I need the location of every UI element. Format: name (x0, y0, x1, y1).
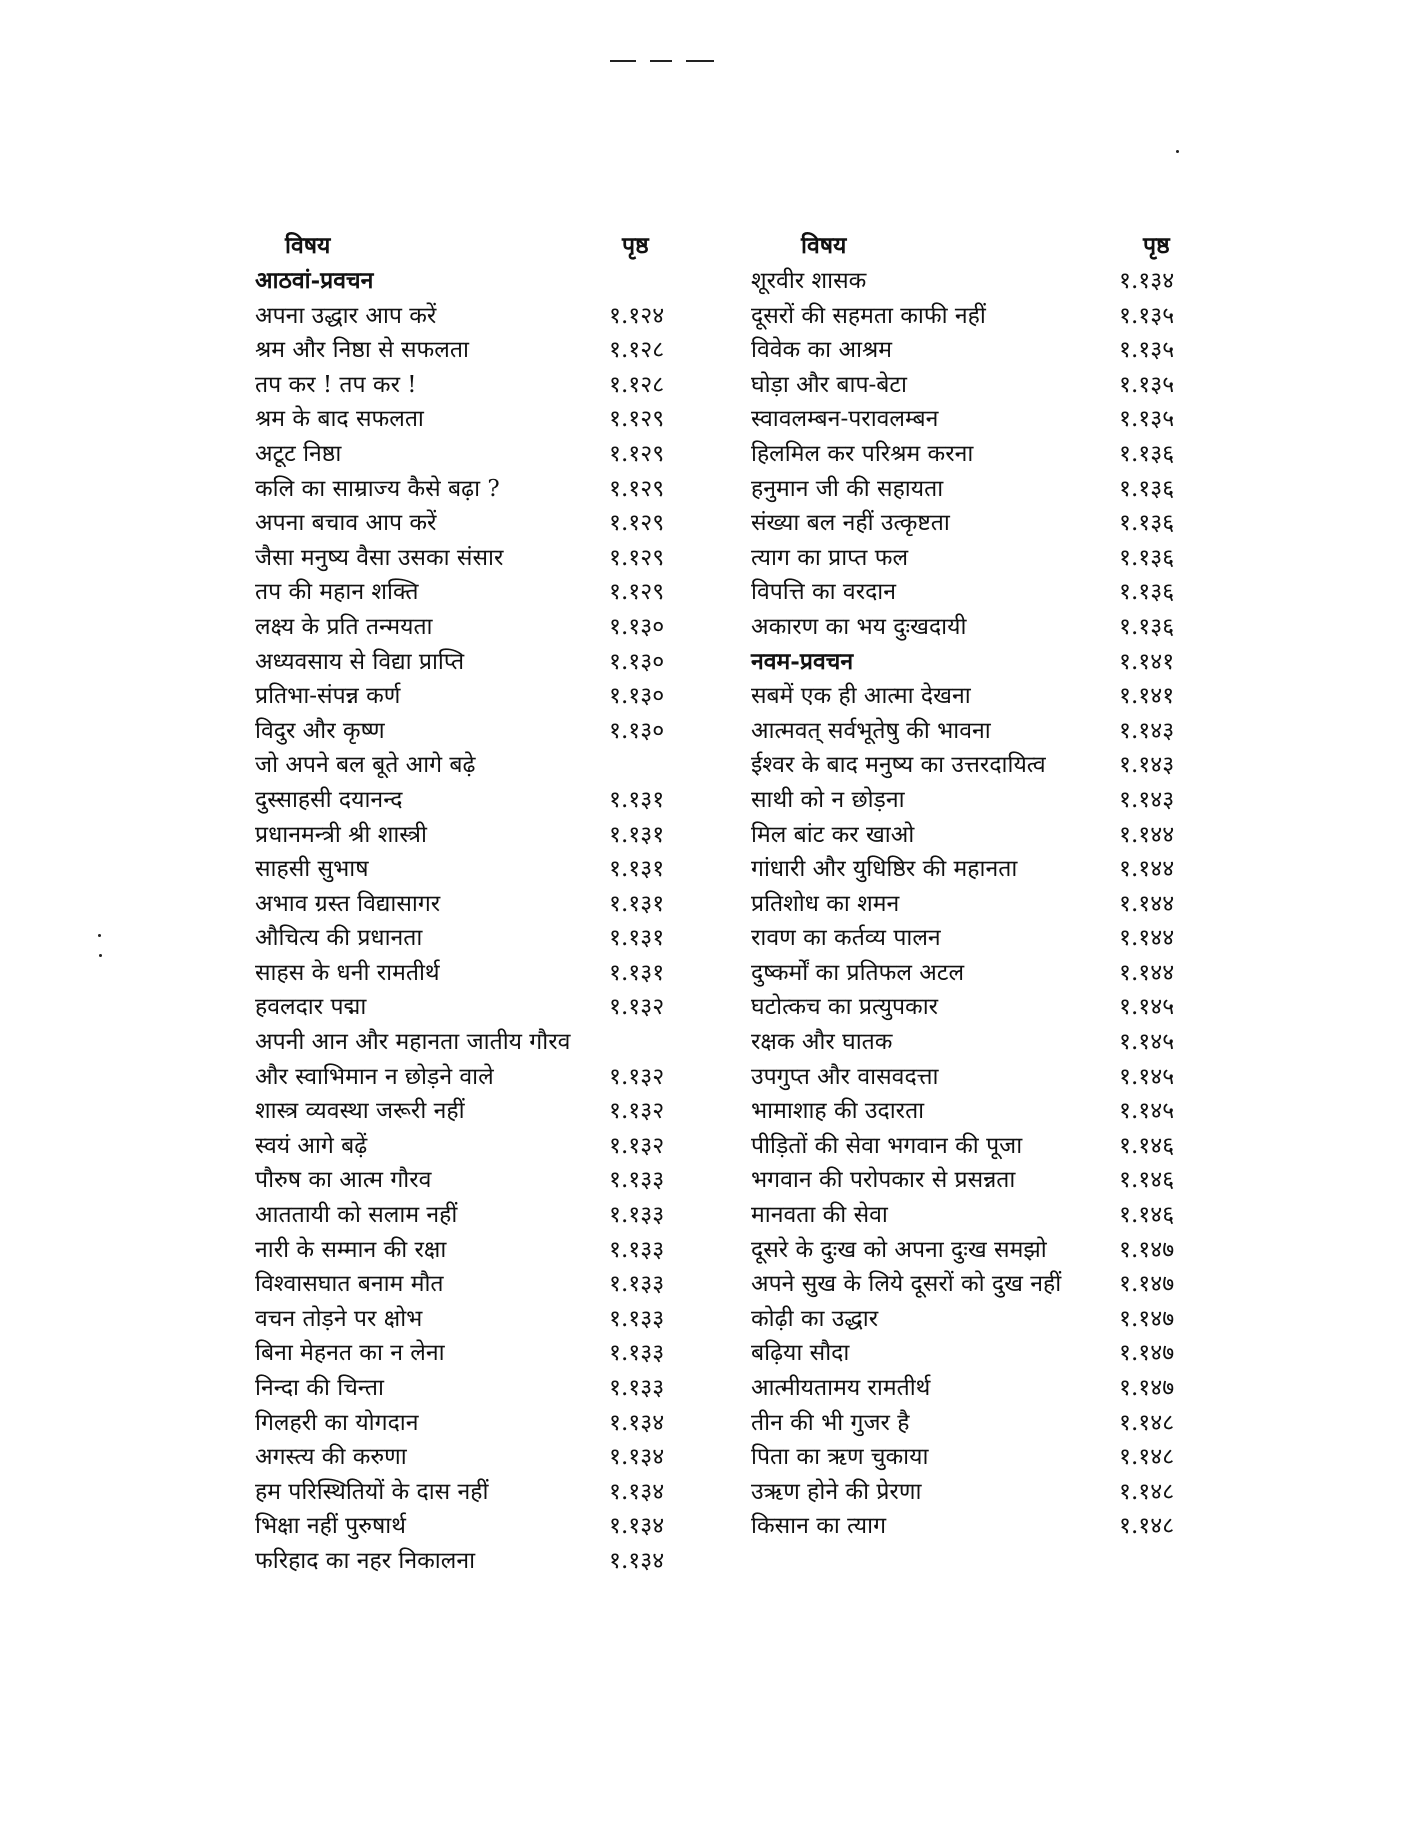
toc-entry (751, 990, 1197, 1025)
toc-entry-title: मानवता की सेवा (751, 1202, 888, 1229)
toc-entry-page: १.१२८ (609, 371, 665, 398)
toc-entry-title: भामाशाह की उदारता (751, 1098, 925, 1125)
toc-entry (751, 333, 1197, 368)
toc-entry-page: १.१३२ (609, 1063, 665, 1090)
toc-entry-page: १.१३३ (609, 1271, 665, 1298)
toc-entry (751, 1267, 1197, 1302)
subject-header: विषय (285, 232, 331, 259)
toc-entry-title: वचन तोड़ने पर क्षोभ (255, 1305, 423, 1332)
toc-entry-title: तप की महान शक्ति (255, 579, 419, 606)
toc-entry-page: १.१३३ (609, 1236, 665, 1263)
toc-entry-title: उऋण होने की प्रेरणा (751, 1478, 922, 1505)
toc-section-heading (255, 264, 675, 299)
toc-entry (255, 852, 675, 887)
toc-entry-page: १.१४८ (1119, 1444, 1175, 1471)
toc-entry (255, 402, 675, 437)
toc-entry (751, 783, 1197, 818)
toc-entry-title: तप कर ! तप कर ! (255, 371, 417, 398)
toc-entry-title: दूसरे के दुःख को अपना दुःख समझो (751, 1236, 1047, 1263)
toc-entry-title: दूसरों की सहमता काफी नहीं (751, 302, 986, 329)
toc-entry-page: १.१४४ (1119, 890, 1175, 917)
toc-entry-page: १.१४४ (1119, 856, 1175, 883)
toc-entry-title: अपनी आन और महानता जातीय गौरव (255, 1029, 571, 1056)
toc-entry-page: १.१३० (609, 717, 665, 744)
toc-entry-title: रक्षक और घातक (751, 1029, 893, 1056)
toc-entry (255, 956, 675, 991)
toc-entry (751, 506, 1197, 541)
toc-entry-page: १.१४३ (1119, 717, 1175, 744)
toc-entry-title: ईश्वर के बाद मनुष्य का उत्तरदायित्व (751, 752, 1046, 779)
toc-entry-page: १.१४६ (1119, 1132, 1175, 1159)
toc-entry-title: पीड़ितों की सेवा भगवान की पूजा (751, 1132, 1023, 1159)
scan-speck (1176, 150, 1179, 153)
toc-entry-title: स्वयं आगे बढ़ें (255, 1132, 368, 1159)
toc-entry-title: प्रतिभा-संपन्न कर्ण (255, 683, 401, 710)
toc-entry-page: १.१३४ (609, 1513, 665, 1540)
toc-entry (751, 921, 1197, 956)
toc-entry-title: साथी को न छोड़ना (751, 786, 905, 813)
toc-entry-page: १.१४५ (1119, 1029, 1175, 1056)
toc-entry (751, 1233, 1197, 1268)
toc-entry-page: १.१२९ (609, 475, 665, 502)
toc-entry (751, 1302, 1197, 1337)
toc-entry (751, 956, 1197, 991)
toc-entry (751, 610, 1197, 645)
toc-entry-page: १.१३६ (1119, 440, 1175, 467)
toc-entry-title: विदुर और कृष्ण (255, 717, 385, 744)
toc-entry-title: तीन की भी गुजर है (751, 1409, 910, 1436)
toc-entry-page: १.१४७ (1119, 1340, 1175, 1367)
toc-entry-title: घोड़ा और बाप-बेटा (751, 371, 907, 398)
toc-entry-page: १.१४५ (1119, 994, 1175, 1021)
toc-entry-title: अकारण का भय दुःखदायी (751, 613, 967, 640)
toc-entry-title: निन्दा की चिन्ता (255, 1375, 384, 1401)
toc-entry-page: १.१३३ (609, 1305, 665, 1332)
toc-entry-page: १.१३३ (609, 1340, 665, 1367)
toc-entry (751, 299, 1197, 334)
subject-header: विषय (801, 232, 847, 259)
toc-entry (255, 1406, 675, 1441)
toc-entry (255, 783, 675, 818)
toc-entry-title: भगवान की परोपकार से प्रसन्नता (751, 1167, 1016, 1194)
toc-entry-title: दुस्साहसी दयानन्द (255, 786, 403, 813)
toc-entry (255, 437, 675, 472)
toc-entry-page: १.१२९ (609, 440, 665, 467)
toc-entry (751, 1475, 1197, 1510)
toc-entry-page: १.१३४ (609, 1409, 665, 1436)
toc-entry-page: १.१३२ (609, 1132, 665, 1159)
toc-entry-title: मिल बांट कर खाओ (751, 821, 915, 848)
toc-entry-page: १.१३६ (1119, 579, 1175, 606)
toc-entry (255, 1233, 675, 1268)
toc-entry-title: हवलदार पद्मा (255, 994, 367, 1021)
toc-entry (255, 1475, 675, 1510)
toc-entry (255, 1025, 675, 1060)
toc-entry-page: १.१२८ (609, 337, 665, 364)
toc-entry-page: १.१३४ (609, 1444, 665, 1471)
toc-entry (751, 818, 1197, 853)
scan-speck (99, 954, 102, 957)
toc-entry-title: जैसा मनुष्य वैसा उसका संसार (255, 544, 504, 571)
toc-entry (255, 1094, 675, 1129)
toc-entry-page: १.१४८ (1119, 1409, 1175, 1436)
toc-entry (751, 1025, 1197, 1060)
page-header: पृष्ठ (622, 232, 649, 259)
toc-entry-title: सबमें एक ही आत्मा देखना (751, 683, 971, 710)
toc-entry-page: १.१४३ (1119, 786, 1175, 813)
toc-entry-title: औचित्य की प्रधानता (255, 925, 423, 952)
toc-entry-page: १.१३३ (609, 1375, 665, 1401)
toc-entry-page: १.१२४ (609, 302, 665, 329)
toc-entry (255, 1371, 675, 1406)
toc-entry-title: पिता का ऋण चुकाया (751, 1444, 929, 1471)
toc-entry-title: शास्त्र व्यवस्था जरूरी नहीं (255, 1098, 465, 1125)
toc-entry-page: १.१४७ (1119, 1375, 1175, 1401)
toc-entry-page: १.१३० (609, 613, 665, 640)
toc-entry-page: १.१३६ (1119, 475, 1175, 502)
toc-entry-title: आठवां-प्रवचन (255, 267, 374, 294)
toc-entry (255, 990, 675, 1025)
toc-entry (751, 887, 1197, 922)
toc-entry-title: शूरवीर शासक (751, 268, 867, 294)
toc-entry (751, 714, 1197, 749)
toc-entry (255, 1336, 675, 1371)
toc-entry (751, 541, 1197, 576)
toc-entry (255, 645, 675, 680)
toc-entry-page: १.१४७ (1119, 1236, 1175, 1263)
toc-entry-page: १.१३६ (1119, 544, 1175, 571)
toc-entry-page: १.१४६ (1119, 1202, 1175, 1229)
toc-entry-title: विश्वासघात बनाम मौत (255, 1271, 444, 1298)
toc-entry-title: दुष्कर्मों का प्रतिफल अटल (751, 959, 965, 986)
page-header: पृष्ठ (1143, 232, 1170, 259)
toc-entry-title: आत्मवत् सर्वभूतेषु की भावना (751, 717, 991, 744)
toc-entry (255, 610, 675, 645)
toc-entry-page: १.१४१ (1119, 648, 1175, 675)
toc-entry (255, 1440, 675, 1475)
toc-entry (255, 679, 675, 714)
toc-entry (255, 299, 675, 334)
toc-entry-title: हिलमिल कर परिश्रम करना (751, 440, 974, 467)
toc-entry (255, 714, 675, 749)
toc-entry (751, 1406, 1197, 1441)
toc-entry (751, 852, 1197, 887)
toc-entry (255, 541, 675, 576)
toc-entry-page: १.१३१ (609, 821, 665, 848)
toc-entry-title: आततायी को सलाम नहीं (255, 1202, 458, 1229)
scan-artifact (610, 60, 750, 63)
toc-entry (255, 1129, 675, 1164)
toc-entry-title: अपना उद्धार आप करें (255, 302, 437, 329)
toc-entry-title: गांधारी और युधिष्ठिर की महानता (751, 856, 1018, 883)
toc-entry (255, 472, 675, 507)
toc-entry (255, 921, 675, 956)
toc-entry-title: भिक्षा नहीं पुरुषार्थ (255, 1513, 406, 1540)
toc-entry-page: १.१३५ (1119, 406, 1175, 433)
toc-entry-page: १.१४५ (1119, 1063, 1175, 1090)
toc-entry (751, 1371, 1197, 1406)
toc-entry-title: साहस के धनी रामतीर्थ (255, 959, 440, 986)
toc-entry (751, 1336, 1197, 1371)
toc-entry-title: विपत्ति का वरदान (751, 579, 897, 606)
toc-entry (751, 679, 1197, 714)
toc-entry-page: १.१३४ (609, 1547, 665, 1574)
toc-entry-page: १.१४७ (1119, 1305, 1175, 1332)
toc-entry-title: कलि का साम्राज्य कैसे बढ़ा ? (255, 475, 500, 502)
toc-entry-title: लक्ष्य के प्रति तन्मयता (255, 613, 433, 640)
toc-entry-page: १.१४५ (1119, 1098, 1175, 1125)
toc-entry-title: अपना बचाव आप करें (255, 510, 437, 537)
toc-entry (255, 887, 675, 922)
toc-entry-title: विवेक का आश्रम (751, 337, 892, 364)
toc-entry (751, 1094, 1197, 1129)
toc-right-list (751, 264, 1197, 1544)
toc-entry-page: १.१४३ (1119, 752, 1175, 779)
toc-entry (751, 748, 1197, 783)
toc-entry (255, 1302, 675, 1337)
toc-entry (255, 575, 675, 610)
toc-entry-page: १.१३१ (609, 786, 665, 813)
toc-entry-page: १.१३२ (609, 1098, 665, 1125)
toc-entry-page: १.१२९ (609, 510, 665, 537)
toc-entry-page: १.१२९ (609, 544, 665, 571)
toc-entry-title: अटूट निष्ठा (255, 440, 342, 467)
toc-entry (751, 1440, 1197, 1475)
toc-entry (751, 437, 1197, 472)
toc-entry (255, 506, 675, 541)
toc-entry (255, 1267, 675, 1302)
toc-entry-page: १.१३४ (609, 1478, 665, 1505)
toc-entry-title: और स्वाभिमान न छोड़ने वाले (255, 1063, 494, 1090)
toc-entry (255, 1060, 675, 1095)
toc-entry-page: १.१२९ (609, 579, 665, 606)
toc-entry (751, 264, 1197, 299)
toc-entry-title: कोढ़ी का उद्धार (751, 1305, 879, 1332)
toc-left-list (255, 264, 675, 1579)
toc-entry (751, 575, 1197, 610)
toc-entry-page: १.१३० (609, 648, 665, 675)
toc-entry-title: फरिहाद का नहर निकालना (255, 1547, 476, 1574)
toc-entry (751, 368, 1197, 403)
toc-entry-title: हम परिस्थितियों के दास नहीं (255, 1478, 489, 1505)
toc-entry-title: अपने सुख के लिये दूसरों को दुख नहीं (751, 1271, 1062, 1298)
toc-entry (751, 1060, 1197, 1095)
toc-entry-page: १.१३३ (609, 1167, 665, 1194)
toc-entry-page: १.१३५ (1119, 302, 1175, 329)
toc-entry-page: १.१३१ (609, 925, 665, 952)
toc-section-heading (751, 645, 1197, 680)
toc-entry-title: किसान का त्याग (751, 1513, 887, 1540)
toc-entry-page: १.१४८ (1119, 1513, 1175, 1540)
toc-entry-page: १.१३० (609, 683, 665, 710)
toc-entry-page: १.१३१ (609, 959, 665, 986)
toc-entry (255, 1163, 675, 1198)
toc-entry-page: १.१२९ (609, 406, 665, 433)
toc-entry-title: हनुमान जी की सहायता (751, 475, 944, 502)
toc-entry-title: नवम-प्रवचन (751, 647, 854, 675)
toc-entry (255, 333, 675, 368)
toc-entry-title: त्याग का प्राप्त फल (751, 544, 909, 571)
toc-entry-title: आत्मीयतामय रामतीर्थ (751, 1375, 931, 1401)
toc-entry (751, 1509, 1197, 1544)
toc-entry-title: संख्या बल नहीं उत्कृष्टता (751, 510, 950, 537)
toc-entry-page: १.१४६ (1119, 1167, 1175, 1194)
scan-speck (98, 934, 101, 937)
toc-entry-title: जो अपने बल बूते आगे बढ़े (255, 752, 476, 779)
toc-entry-page: १.१४४ (1119, 959, 1175, 986)
toc-entry (751, 1198, 1197, 1233)
toc-entry-title: अभाव ग्रस्त विद्यासागर (255, 890, 441, 917)
toc-entry (751, 402, 1197, 437)
toc-entry-page: १.१३५ (1119, 337, 1175, 364)
toc-entry (751, 1129, 1197, 1164)
toc-entry-title: अगस्त्य की करुणा (255, 1444, 407, 1471)
toc-entry (255, 1198, 675, 1233)
toc-entry-page: १.१३६ (1119, 510, 1175, 537)
toc-entry-page: १.१४१ (1119, 683, 1175, 710)
toc-entry (255, 818, 675, 853)
toc-entry-title: गिलहरी का योगदान (255, 1409, 419, 1436)
toc-entry-page: १.१३६ (1119, 613, 1175, 640)
toc-entry-page: १.१३१ (609, 890, 665, 917)
toc-entry-title: उपगुप्त और वासवदत्ता (751, 1063, 939, 1090)
toc-entry-title: श्रम और निष्ठा से सफलता (255, 337, 469, 364)
toc-entry (751, 472, 1197, 507)
toc-entry-title: प्रतिशोध का शमन (751, 890, 900, 917)
toc-entry-title: नारी के सम्मान की रक्षा (255, 1236, 447, 1263)
toc-entry (255, 1544, 675, 1579)
toc-entry-page: १.१३२ (609, 994, 665, 1021)
toc-entry-title: घटोत्कच का प्रत्युपकार (751, 994, 939, 1021)
toc-entry-title: रावण का कर्तव्य पालन (751, 925, 941, 952)
toc-entry-title: बिना मेहनत का न लेना (255, 1340, 445, 1367)
toc-entry (255, 368, 675, 403)
toc-entry-page: १.१४८ (1119, 1478, 1175, 1505)
toc-entry (255, 1509, 675, 1544)
toc-entry-title: स्वावलम्बन-परावलम्बन (751, 406, 939, 433)
toc-entry-page: १.१३३ (609, 1202, 665, 1229)
toc-entry-title: अध्यवसाय से विद्या प्राप्ति (255, 648, 465, 675)
toc-entry-title: पौरुष का आत्म गौरव (255, 1167, 432, 1194)
toc-entry-title: साहसी सुभाष (255, 856, 369, 883)
toc-entry-page: १.१४४ (1119, 925, 1175, 952)
toc-entry-title: प्रधानमन्त्री श्री शास्त्री (255, 821, 427, 848)
toc-entry (751, 1163, 1197, 1198)
toc-entry-title: बढ़िया सौदा (751, 1340, 850, 1367)
toc-entry-page: १.१३४ (1119, 268, 1175, 294)
toc-entry-title: श्रम के बाद सफलता (255, 406, 424, 433)
toc-entry (255, 748, 675, 783)
toc-entry-page: १.१४४ (1119, 821, 1175, 848)
toc-entry-page: १.१३५ (1119, 371, 1175, 398)
toc-entry-page: १.१३१ (609, 856, 665, 883)
toc-entry-page: १.१४७ (1119, 1271, 1175, 1298)
